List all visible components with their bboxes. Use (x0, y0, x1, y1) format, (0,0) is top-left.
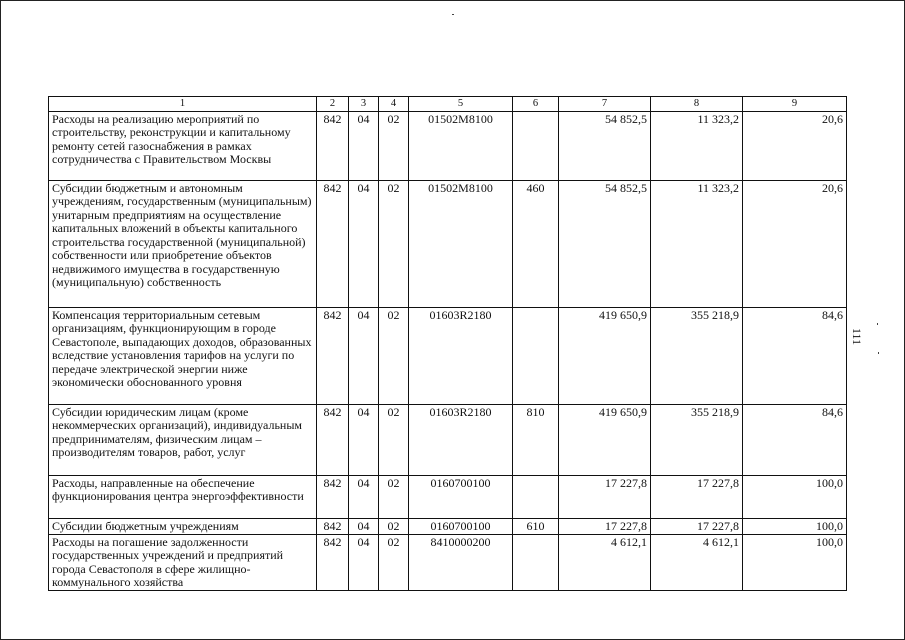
column-header: 8 (651, 97, 743, 112)
executed-amount: 11 323,2 (651, 180, 743, 307)
section-code: 04 (349, 518, 379, 534)
subsection-code: 02 (379, 518, 409, 534)
executed-amount: 355 218,9 (651, 307, 743, 404)
table-row (49, 111, 847, 180)
expense-name: Расходы на погашение задолженности государственных учреждений и предприятий города Севастополя в сфере жилищно-коммунального хозяйства (49, 534, 317, 590)
admin-code: 842 (317, 307, 349, 404)
planned-amount: 54 852,5 (559, 111, 651, 180)
column-header: 3 (349, 97, 379, 112)
table-row (49, 404, 847, 475)
scan-speck (878, 352, 879, 354)
column-header: 2 (317, 97, 349, 112)
expense-name: Расходы, направленные на обеспечение функционирования центра энергоэффективности (49, 475, 317, 518)
expense-name: Субсидии бюджетным учреждениям (49, 518, 317, 534)
table-row (49, 534, 847, 590)
admin-code: 842 (317, 534, 349, 590)
expense-type-code: 810 (513, 404, 559, 475)
planned-amount: 419 650,9 (559, 307, 651, 404)
subsection-code: 02 (379, 307, 409, 404)
column-header: 4 (379, 97, 409, 112)
table-row (49, 475, 847, 518)
subsection-code: 02 (379, 534, 409, 590)
scan-speck (452, 14, 454, 15)
target-article-code: 8410000200 (409, 534, 513, 590)
execution-percent: 100,0 (743, 475, 847, 518)
target-article-code: 01603R2180 (409, 307, 513, 404)
admin-code: 842 (317, 180, 349, 307)
section-code: 04 (349, 534, 379, 590)
table-row (49, 518, 847, 534)
admin-code: 842 (317, 475, 349, 518)
planned-amount: 4 612,1 (559, 534, 651, 590)
execution-percent: 20,6 (743, 180, 847, 307)
expense-type-code (513, 307, 559, 404)
section-code: 04 (349, 111, 379, 180)
scan-speck (877, 323, 878, 325)
expense-type-code (513, 534, 559, 590)
planned-amount: 419 650,9 (559, 404, 651, 475)
table-row (49, 307, 847, 404)
expense-name: Субсидии бюджетным и автономным учреждениям, государственным (муниципальным) унитарным предприятиям на осуществление капитальных вложений в объекты капитального строительства государственной (муниципальной) собственности или приобретение объектов недвижимого имущества в государственную (муниципальную) собственность (49, 180, 317, 307)
subsection-code: 02 (379, 180, 409, 307)
target-article-code: 01603R2180 (409, 404, 513, 475)
admin-code: 842 (317, 404, 349, 475)
subsection-code: 02 (379, 404, 409, 475)
section-code: 04 (349, 475, 379, 518)
admin-code: 842 (317, 111, 349, 180)
executed-amount: 11 323,2 (651, 111, 743, 180)
target-article-code: 0160700100 (409, 518, 513, 534)
expense-type-code: 460 (513, 180, 559, 307)
column-header: 7 (559, 97, 651, 112)
expense-name: Субсидии юридическим лицам (кроме некоммерческих организаций), индивидуальным предпринимателям, физическим лицам – производителям товаров, работ, услуг (49, 404, 317, 475)
column-header: 5 (409, 97, 513, 112)
target-article-code: 0160700100 (409, 475, 513, 518)
subsection-code: 02 (379, 475, 409, 518)
executed-amount: 355 218,9 (651, 404, 743, 475)
budget-table (48, 96, 847, 591)
expense-name: Расходы на реализацию мероприятий по строительству, реконструкции и капитальному ремонту сетей газоснабжения в рамках сотрудничества с Правительством Москвы (49, 111, 317, 180)
target-article-code: 01502M8100 (409, 111, 513, 180)
executed-amount: 4 612,1 (651, 534, 743, 590)
execution-percent: 84,6 (743, 307, 847, 404)
admin-code: 842 (317, 518, 349, 534)
planned-amount: 17 227,8 (559, 475, 651, 518)
table-row (49, 180, 847, 307)
expense-type-code (513, 111, 559, 180)
section-code: 04 (349, 180, 379, 307)
target-article-code: 01502M8100 (409, 180, 513, 307)
executed-amount: 17 227,8 (651, 475, 743, 518)
section-code: 04 (349, 307, 379, 404)
column-header: 6 (513, 97, 559, 112)
execution-percent: 84,6 (743, 404, 847, 475)
subsection-code: 02 (379, 111, 409, 180)
column-header: 1 (49, 97, 317, 112)
expense-type-code: 610 (513, 518, 559, 534)
section-code: 04 (349, 404, 379, 475)
table-header-row (49, 97, 847, 112)
execution-percent: 100,0 (743, 518, 847, 534)
planned-amount: 54 852,5 (559, 180, 651, 307)
page-number: 111 (850, 328, 864, 346)
expense-type-code (513, 475, 559, 518)
planned-amount: 17 227,8 (559, 518, 651, 534)
execution-percent: 20,6 (743, 111, 847, 180)
execution-percent: 100,0 (743, 534, 847, 590)
expense-name: Компенсация территориальным сетевым организациям, функционирующим в городе Севастополе, выпадающих доходов, образованных вследствие установления тарифов на услуги по передаче электрической энергии ниже экономически обоснованного уровня (49, 307, 317, 404)
column-header: 9 (743, 97, 847, 112)
executed-amount: 17 227,8 (651, 518, 743, 534)
